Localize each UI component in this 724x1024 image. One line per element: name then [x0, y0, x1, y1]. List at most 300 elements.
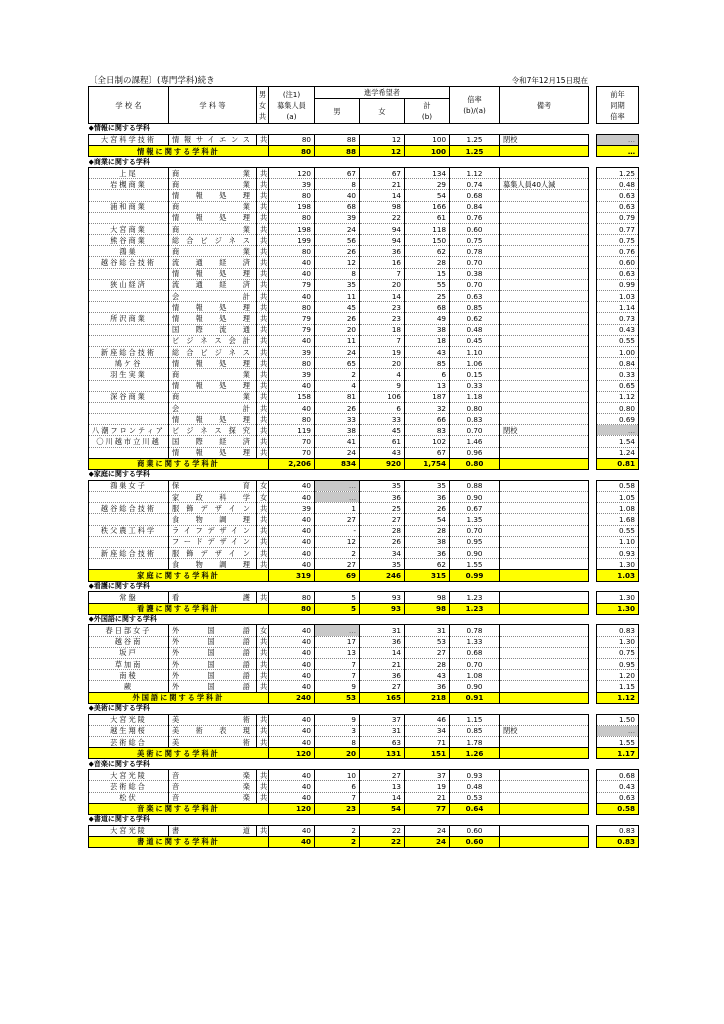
subtotal-ratio: 0.99	[450, 570, 500, 581]
subtotal-label: 情報に関する学科計	[89, 145, 269, 156]
male-count: 35	[315, 279, 360, 290]
prev-row	[597, 268, 639, 279]
subtotal-row	[89, 692, 589, 703]
prev-ratio: 0.63	[597, 190, 639, 201]
prev-ratio: 0.73	[597, 313, 639, 324]
prev-ratio: 1.54	[597, 436, 639, 447]
sex-type: 共	[257, 647, 269, 658]
table-row	[89, 480, 589, 491]
prev-row	[597, 402, 639, 413]
note-text	[500, 636, 589, 647]
school-name: 越谷総合技術	[89, 503, 169, 514]
sex-type: 共	[257, 346, 269, 357]
course-name: 情報処理	[169, 380, 257, 391]
course-name: 保育	[169, 480, 257, 491]
school-name: 新座総合技術	[89, 346, 169, 357]
ratio-value: 1.46	[450, 436, 500, 447]
ratio-value: 0.78	[450, 246, 500, 257]
prev-ratio: 1.10	[597, 536, 639, 547]
prev-row	[597, 636, 639, 647]
male-count: 24	[315, 223, 360, 234]
prev-row	[597, 647, 639, 658]
quota-value: 40	[269, 781, 315, 792]
female-count: 93	[360, 592, 405, 603]
ratio-value: 0.90	[450, 492, 500, 503]
school-name: 岩槻商業	[89, 179, 169, 190]
sex-type: 共	[257, 792, 269, 803]
sex-type: 共	[257, 736, 269, 747]
school-name	[89, 212, 169, 223]
quota-value: 40	[269, 536, 315, 547]
ratio-value: 0.33	[450, 380, 500, 391]
ratio-value: 1.15	[450, 714, 500, 725]
male-count: 7	[315, 659, 360, 670]
subtotal-prev-ratio: 1.17	[597, 748, 639, 759]
total-count: 55	[405, 279, 450, 290]
note-text	[500, 525, 589, 536]
subtotal-note	[500, 803, 589, 814]
total-count: 102	[405, 436, 450, 447]
quota-value: 40	[269, 268, 315, 279]
sex-type: 共	[257, 825, 269, 836]
prev-row	[597, 369, 639, 380]
female-count: 14	[360, 291, 405, 302]
ratio-value: 1.18	[450, 391, 500, 402]
total-count: 36	[405, 547, 450, 558]
prev-ratio: 0.93	[597, 547, 639, 558]
ratio-value: 1.78	[450, 736, 500, 747]
ratio-value: 0.70	[450, 659, 500, 670]
note-text	[500, 346, 589, 357]
prev-ratio: 1.15	[597, 681, 639, 692]
table-row	[89, 291, 589, 302]
table-row	[89, 559, 589, 570]
note-text	[500, 770, 589, 781]
course-name: 書道	[169, 825, 257, 836]
subtotal-female: 22	[360, 836, 405, 847]
course-name: ライフデザイン	[169, 525, 257, 536]
ratio-value: 0.96	[450, 447, 500, 458]
note-text	[500, 414, 589, 425]
course-name: 音楽	[169, 781, 257, 792]
course-name: 流通経済	[169, 279, 257, 290]
sex-type: 共	[257, 335, 269, 346]
table-row	[89, 592, 589, 603]
section-spacer	[597, 470, 639, 481]
subtotal-ratio: 0.80	[450, 458, 500, 469]
quota-value: 40	[269, 659, 315, 670]
male-count: 8	[315, 268, 360, 279]
female-count: 63	[360, 736, 405, 747]
course-name: 看護	[169, 592, 257, 603]
note-text	[500, 167, 589, 178]
quota-value: 40	[269, 525, 315, 536]
prev-ratio: 0.55	[597, 335, 639, 346]
course-name: 情報処理	[169, 313, 257, 324]
total-count: 36	[405, 681, 450, 692]
male-count: 39	[315, 212, 360, 223]
prev-row	[597, 212, 639, 223]
table-row	[89, 770, 589, 781]
ratio-value: 0.83	[450, 414, 500, 425]
table-row	[89, 167, 589, 178]
prev-ratio: 0.99	[597, 279, 639, 290]
subtotal-prev-ratio: 0.83	[597, 836, 639, 847]
quota-value: 158	[269, 391, 315, 402]
prev-ratio: 1.24	[597, 447, 639, 458]
ratio-value: 0.68	[450, 190, 500, 201]
subtotal-male: 5	[315, 603, 360, 614]
prev-subtotal-row	[597, 748, 639, 759]
note-text	[500, 536, 589, 547]
sex-type: 共	[257, 246, 269, 257]
sex-type: 共	[257, 313, 269, 324]
sex-type: 女	[257, 492, 269, 503]
prev-ratio: 0.77	[597, 223, 639, 234]
school-name	[89, 559, 169, 570]
header-ratio: 倍率 (b)/(a)	[450, 87, 500, 124]
header-quota: (注1) 募集人員 (a)	[269, 87, 315, 124]
prev-ratio: 1.03	[597, 291, 639, 302]
prev-row	[597, 670, 639, 681]
school-name	[89, 414, 169, 425]
quota-value: 40	[269, 681, 315, 692]
school-name: 南稜	[89, 670, 169, 681]
quota-value: 40	[269, 492, 315, 503]
quota-value: 79	[269, 313, 315, 324]
subtotal-total: 98	[405, 603, 450, 614]
school-name	[89, 302, 169, 313]
ratio-value: 0.60	[450, 825, 500, 836]
male-count: …	[315, 625, 360, 636]
course-name: 商業	[169, 391, 257, 402]
subtotal-row	[89, 458, 589, 469]
subtotal-note	[500, 570, 589, 581]
prev-header-row	[597, 87, 639, 124]
ratio-value: 0.85	[450, 725, 500, 736]
table-row	[89, 659, 589, 670]
female-count: 22	[360, 212, 405, 223]
note-text	[500, 391, 589, 402]
subtotal-total: 24	[405, 836, 450, 847]
school-name	[89, 190, 169, 201]
total-count: 54	[405, 190, 450, 201]
school-name: 秩父農工科学	[89, 525, 169, 536]
course-name: 国際経済	[169, 436, 257, 447]
sex-type: 共	[257, 268, 269, 279]
ratio-value: 0.88	[450, 480, 500, 491]
ratio-value: 0.75	[450, 235, 500, 246]
prev-subtotal-row	[597, 145, 639, 156]
quota-value: 40	[269, 647, 315, 658]
table-row	[89, 525, 589, 536]
prev-subtotal-row	[597, 692, 639, 703]
table-row	[89, 313, 589, 324]
male-count: 12	[315, 536, 360, 547]
course-name: 外国語	[169, 670, 257, 681]
school-name: 蕨	[89, 681, 169, 692]
school-name: 深谷商業	[89, 391, 169, 402]
subtotal-total: 151	[405, 748, 450, 759]
course-name: 総合ビジネス	[169, 235, 257, 246]
school-name: 芸術総合	[89, 781, 169, 792]
ratio-value: 0.70	[450, 425, 500, 436]
sex-type: 共	[257, 134, 269, 145]
prev-row	[597, 223, 639, 234]
subtotal-label: 家庭に関する学科計	[89, 570, 269, 581]
sex-type: 共	[257, 212, 269, 223]
course-name: 外国語	[169, 636, 257, 647]
school-name: 鳩ケ谷	[89, 358, 169, 369]
table-row	[89, 447, 589, 458]
female-count: 18	[360, 324, 405, 335]
ratio-value: 0.15	[450, 369, 500, 380]
section-spacer	[597, 157, 639, 168]
prev-ratio: 1.30	[597, 636, 639, 647]
ratio-value: 0.76	[450, 212, 500, 223]
ratio-value: 0.78	[450, 625, 500, 636]
note-text	[500, 212, 589, 223]
prev-row	[597, 179, 639, 190]
sex-type: 共	[257, 636, 269, 647]
table-row	[89, 335, 589, 346]
table-row	[89, 268, 589, 279]
subtotal-female: 12	[360, 145, 405, 156]
female-count: 20	[360, 279, 405, 290]
quota-value: 198	[269, 223, 315, 234]
subtotal-row	[89, 145, 589, 156]
quota-value: 80	[269, 592, 315, 603]
prev-row	[597, 559, 639, 570]
total-count: 37	[405, 770, 450, 781]
school-name: 浦和商業	[89, 201, 169, 212]
prev-row	[597, 436, 639, 447]
subtotal-quota: 240	[269, 692, 315, 703]
total-count: 85	[405, 358, 450, 369]
note-text	[500, 559, 589, 570]
prev-row	[597, 190, 639, 201]
school-name: 草加南	[89, 659, 169, 670]
note-text	[500, 592, 589, 603]
female-count: 36	[360, 670, 405, 681]
female-count: 94	[360, 223, 405, 234]
total-count: 134	[405, 167, 450, 178]
table-row	[89, 302, 589, 313]
prev-ratio: 0.63	[597, 201, 639, 212]
table-row	[89, 714, 589, 725]
quota-value: 40	[269, 335, 315, 346]
ratio-value: 0.38	[450, 268, 500, 279]
female-count: 20	[360, 358, 405, 369]
sex-type: 共	[257, 179, 269, 190]
prev-ratio: 0.65	[597, 380, 639, 391]
school-name	[89, 492, 169, 503]
note-text	[500, 781, 589, 792]
prev-ratio: 0.69	[597, 414, 639, 425]
prev-row	[597, 447, 639, 458]
header-sex: 男 女 共	[257, 87, 269, 124]
male-count: 6	[315, 781, 360, 792]
prev-row	[597, 547, 639, 558]
quota-value: 79	[269, 324, 315, 335]
quota-value: 40	[269, 257, 315, 268]
subtotal-ratio: 0.60	[450, 836, 500, 847]
male-count: 4	[315, 380, 360, 391]
prev-row	[597, 536, 639, 547]
sex-type: 共	[257, 391, 269, 402]
male-count: 2	[315, 369, 360, 380]
note-text	[500, 480, 589, 491]
table-row	[89, 425, 589, 436]
prev-row	[597, 792, 639, 803]
male-count: 1	[315, 503, 360, 514]
subtotal-male: 88	[315, 145, 360, 156]
ratio-value: 1.06	[450, 358, 500, 369]
note-text	[500, 313, 589, 324]
section-heading-row	[89, 581, 589, 592]
previous-year-table	[596, 86, 639, 848]
prev-ratio: 1.14	[597, 302, 639, 313]
prev-ratio: …	[597, 725, 639, 736]
total-count: 71	[405, 736, 450, 747]
female-count: 9	[360, 380, 405, 391]
male-count: 12	[315, 257, 360, 268]
subtotal-quota: 80	[269, 145, 315, 156]
subtotal-ratio: 1.25	[450, 145, 500, 156]
prev-subtotal-row	[597, 803, 639, 814]
total-count: 98	[405, 592, 450, 603]
table-row	[89, 380, 589, 391]
school-name: 鴻巣女子	[89, 480, 169, 491]
table-row	[89, 212, 589, 223]
table-row	[89, 503, 589, 514]
ratio-value: 0.84	[450, 201, 500, 212]
course-name: 食物調理	[169, 514, 257, 525]
male-count: …	[315, 480, 360, 491]
page-title: 〔全日制の課程〕(専門学科)続き	[89, 76, 215, 86]
note-text	[500, 235, 589, 246]
note-text	[500, 503, 589, 514]
prev-row	[597, 391, 639, 402]
sex-type: 共	[257, 514, 269, 525]
quota-value: 40	[269, 725, 315, 736]
male-count: 45	[315, 302, 360, 313]
male-count: 8	[315, 736, 360, 747]
sex-type: 共	[257, 436, 269, 447]
prev-row	[597, 781, 639, 792]
female-count: 61	[360, 436, 405, 447]
table-row	[89, 246, 589, 257]
subtotal-male: 69	[315, 570, 360, 581]
female-count: 14	[360, 190, 405, 201]
table-row	[89, 825, 589, 836]
subtotal-female: 93	[360, 603, 405, 614]
quota-value: 120	[269, 167, 315, 178]
prev-ratio: 1.05	[597, 492, 639, 503]
prev-row	[597, 380, 639, 391]
female-count: 21	[360, 659, 405, 670]
prev-ratio: 1.30	[597, 559, 639, 570]
table-row	[89, 358, 589, 369]
prev-subtotal-row	[597, 570, 639, 581]
total-count: 25	[405, 291, 450, 302]
prev-ratio: 1.68	[597, 514, 639, 525]
total-count: 150	[405, 235, 450, 246]
table-row	[89, 647, 589, 658]
course-name: 服飾デザイン	[169, 547, 257, 558]
male-count: 33	[315, 414, 360, 425]
sex-type: 共	[257, 257, 269, 268]
sex-type: 共	[257, 402, 269, 413]
subtotal-total: 1,754	[405, 458, 450, 469]
prev-row	[597, 480, 639, 491]
subtotal-row	[89, 803, 589, 814]
sex-type: 共	[257, 536, 269, 547]
male-count: 3	[315, 725, 360, 736]
ratio-value: 0.93	[450, 770, 500, 781]
course-name: 情報サイエンス	[169, 134, 257, 145]
total-count: 54	[405, 514, 450, 525]
prev-ratio: 0.43	[597, 324, 639, 335]
subtotal-female: 246	[360, 570, 405, 581]
quota-value: 40	[269, 770, 315, 781]
school-name: 上尾	[89, 167, 169, 178]
course-name: 服飾デザイン	[169, 503, 257, 514]
female-count: 6	[360, 402, 405, 413]
female-count: 27	[360, 514, 405, 525]
course-name: 国際流通	[169, 324, 257, 335]
table-row	[89, 279, 589, 290]
note-text	[500, 358, 589, 369]
sex-type: 女	[257, 625, 269, 636]
ratio-value: 1.12	[450, 167, 500, 178]
table-row	[89, 781, 589, 792]
quota-value: 79	[269, 279, 315, 290]
quota-value: 39	[269, 346, 315, 357]
ratio-value: 1.55	[450, 559, 500, 570]
school-name: 越谷南	[89, 636, 169, 647]
prev-ratio: 0.68	[597, 770, 639, 781]
table-row	[89, 625, 589, 636]
total-count: 43	[405, 346, 450, 357]
prev-ratio: 0.60	[597, 257, 639, 268]
note-text	[500, 436, 589, 447]
male-count: 67	[315, 167, 360, 178]
school-name: 鴻巣	[89, 246, 169, 257]
sex-type: 女	[257, 480, 269, 491]
subtotal-male: 20	[315, 748, 360, 759]
ratio-value: 0.48	[450, 324, 500, 335]
ratio-value: 0.63	[450, 291, 500, 302]
course-name: 外国語	[169, 659, 257, 670]
female-count: 35	[360, 559, 405, 570]
section-heading-row	[89, 703, 589, 714]
total-count: 67	[405, 447, 450, 458]
quota-value: 80	[269, 414, 315, 425]
course-name: 食物調理	[169, 559, 257, 570]
ratio-value: 0.70	[450, 525, 500, 536]
prev-row	[597, 659, 639, 670]
header-note: 備考	[500, 87, 589, 124]
note-text	[500, 792, 589, 803]
prev-ratio: 0.75	[597, 235, 639, 246]
prev-row	[597, 725, 639, 736]
female-count: 23	[360, 313, 405, 324]
prev-subtotal-row	[597, 458, 639, 469]
total-count: 19	[405, 781, 450, 792]
note-text	[500, 324, 589, 335]
male-count: 24	[315, 346, 360, 357]
